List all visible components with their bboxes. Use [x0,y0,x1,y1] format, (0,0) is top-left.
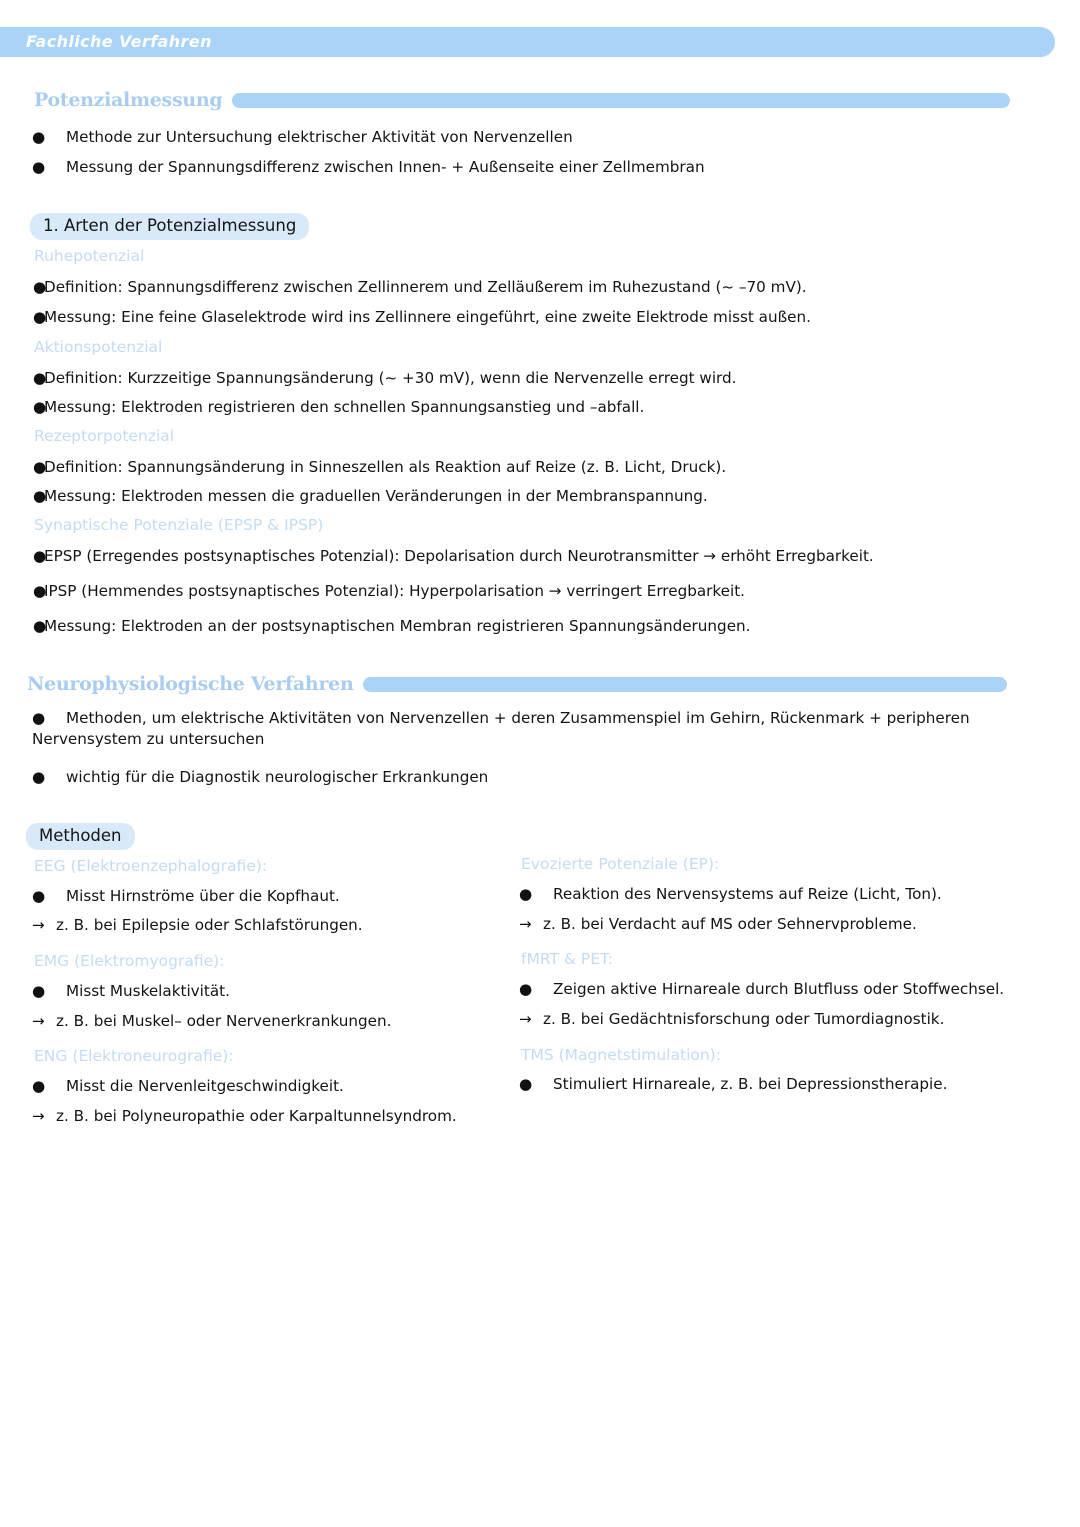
arrow-text: z. B. bei Polyneuropathie oder Karpaltunnelsyndrom. [56,1107,457,1125]
section-heading-neurophysiologische-verfahren [27,672,1007,696]
arrow-text: z. B. bei Verdacht auf MS oder Sehnervprobleme. [543,915,917,933]
bullet-glyph: ● [33,308,47,326]
arrow-icon: → [519,1010,532,1028]
arrow-item [32,915,363,936]
bullet-glyph: ● [33,582,47,600]
bullet-text: Messung: Eine feine Glaselektrode wird ins Zellinnere eingeführt, eine zweite Elektrode misst außen. [44,308,811,326]
bullet-item [32,767,488,788]
bullet-text: IPSP (Hemmendes postsynaptisches Potenzial): Hyperpolarisation → verringert Erregbarkeit. [44,582,745,600]
method-heading-emg: EMG (Elektromyografie): [34,952,225,970]
method-heading-ep: Evozierte Potenziale (EP): [521,855,720,873]
page-header-bar [0,27,1055,57]
bullet-text: Messung der Spannungsdifferenz zwischen Innen- + Außenseite einer Zellmembran [66,158,705,176]
arrow-item [32,1106,457,1127]
bullet-text: Methode zur Untersuchung elektrischer Aktivität von Nervenzellen [66,128,573,146]
bullet-glyph: ● [519,885,533,903]
bullet-text: Stimuliert Hirnareale, z. B. bei Depressionstherapie. [553,1075,948,1093]
bullet-glyph: ● [33,369,47,387]
bullet-glyph: ● [32,768,46,786]
group-heading-aktionspotenzial: Aktionspotenzial [34,338,163,356]
bullet-text: EPSP (Erregendes postsynaptisches Potenzial): Depolarisation durch Neurotransmitter → erhöht Erregbarkeit. [44,547,874,565]
bullet-text: Misst Hirnströme über die Kopfhaut. [66,887,340,905]
arrow-item [519,1009,944,1030]
page-header-title: Fachliche Verfahren [26,32,212,51]
bullet-text: Reaktion des Nervensystems auf Reize (Licht, Ton). [553,885,942,903]
section-heading-pill [363,677,1007,692]
arrow-text: z. B. bei Muskel– oder Nervenerkrankungen. [56,1012,392,1030]
bullet-text: Messung: Elektroden registrieren den schnellen Spannungsanstieg und –abfall. [44,398,645,416]
bullet-glyph: ● [32,982,46,1000]
bullet-item [519,979,1004,1000]
bullet-item [32,157,705,178]
bullet-item [32,981,230,1002]
bullet-item [32,127,573,148]
bullet-text: Zeigen aktive Hirnareale durch Blutfluss oder Stoffwechsel. [553,980,1005,998]
bullet-glyph: ● [32,128,46,146]
bullet-item [33,368,737,389]
bullet-item [32,886,340,907]
bullet-item [519,1074,947,1095]
bullet-glyph: ● [32,158,46,176]
bullet-text: Misst die Nervenleitgeschwindigkeit. [66,1077,344,1095]
group-heading-rezeptorpotenzial: Rezeptorpotenzial [34,427,175,445]
bullet-glyph: ● [32,887,46,905]
bullet-text: Messung: Elektroden messen die graduellen Veränderungen in der Membranspannung. [44,487,708,505]
bullet-glyph: ● [33,617,47,635]
bullet-text: Definition: Spannungsdifferenz zwischen Zellinnerem und Zelläußerem im Ruhezustand (~ –70 mV). [44,278,807,296]
subsection-chip-arten: 1. Arten der Potenzialmessung [30,213,309,240]
bullet-text: Definition: Spannungsänderung in Sinneszellen als Reaktion auf Reize (z. B. Licht, Druck). [44,458,727,476]
bullet-glyph: ● [519,980,533,998]
method-heading-fmrt-pet: fMRT & PET: [521,950,614,968]
bullet-item [33,277,807,298]
bullet-item [33,616,751,637]
section-heading-potenzialmessung [34,88,1010,112]
bullet-text: Misst Muskelaktivität. [66,982,230,1000]
arrow-icon: → [32,1012,45,1030]
bullet-glyph: ● [32,709,46,727]
bullet-item [33,307,811,328]
section-title-text: Potenzialmessung [34,89,223,111]
bullet-item [33,457,726,478]
bullet-item [33,486,708,507]
bullet-glyph: ● [33,398,47,416]
bullet-item [33,581,745,602]
group-heading-synaptische-potenziale: Synaptische Potenziale (EPSP & IPSP) [34,516,324,534]
bullet-glyph: ● [33,547,47,565]
method-heading-tms: TMS (Magnetstimulation): [521,1046,721,1064]
arrow-item [519,914,917,935]
arrow-icon: → [519,915,532,933]
section-title-text: Neurophysiologische Verfahren [27,673,354,695]
method-heading-eeg: EEG (Elektroenzephalografie): [34,857,268,875]
bullet-text: Definition: Kurzzeitige Spannungsänderung (~ +30 mV), wenn die Nervenzelle erregt wird. [44,369,737,387]
group-heading-ruhepotenzial: Ruhepotenzial [34,247,145,265]
bullet-item [33,546,874,567]
bullet-glyph: ● [519,1075,533,1093]
arrow-item [32,1011,391,1032]
arrow-icon: → [32,916,45,934]
bullet-item [519,884,942,905]
bullet-item [33,397,644,418]
method-heading-eng: ENG (Elektroneurografie): [34,1047,234,1065]
bullet-glyph: ● [33,278,47,296]
bullet-item [32,708,1042,750]
section-heading-pill [232,93,1010,108]
arrow-text: z. B. bei Epilepsie oder Schlafstörungen. [56,916,363,934]
bullet-text: Messung: Elektroden an der postsynaptischen Membran registrieren Spannungsänderungen. [44,617,751,635]
subsection-chip-methoden: Methoden [26,823,135,850]
bullet-glyph: ● [33,487,47,505]
bullet-item [32,1076,344,1097]
bullet-glyph: ● [33,458,47,476]
arrow-text: z. B. bei Gedächtnisforschung oder Tumordiagnostik. [543,1010,945,1028]
bullet-text: Methoden, um elektrische Aktivitäten von Nervenzellen + deren Zusammenspiel im Gehirn, Rückenmark + peripheren Nervensystem zu untersuchen [32,709,970,748]
bullet-text: wichtig für die Diagnostik neurologischer Erkrankungen [66,768,489,786]
bullet-glyph: ● [32,1077,46,1095]
arrow-icon: → [32,1107,45,1125]
